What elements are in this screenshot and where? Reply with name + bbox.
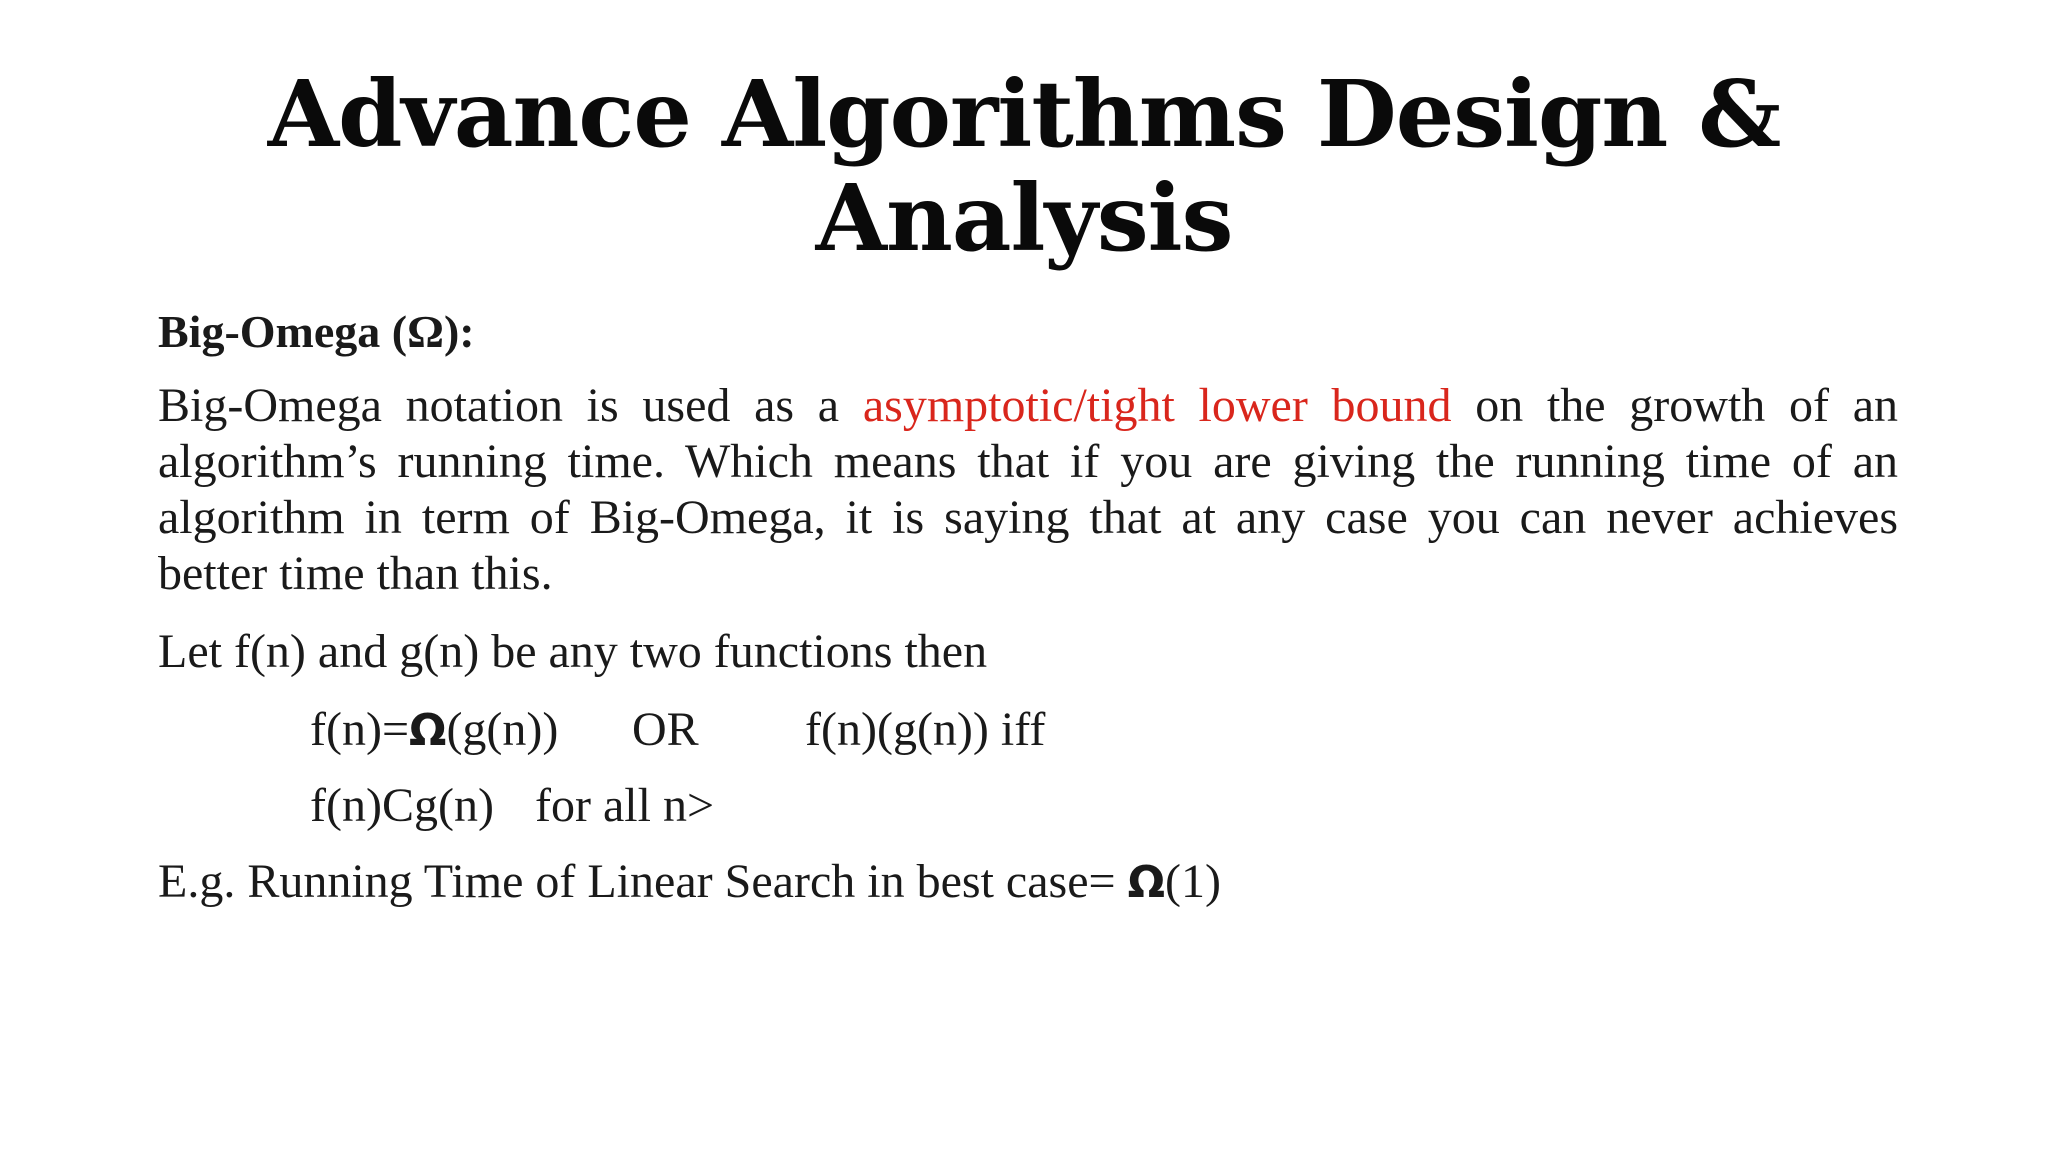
section-heading: Big-Omega (Ω): [158, 306, 475, 357]
definition-paragraph [158, 378, 1898, 602]
formula-condition: for all n> [535, 779, 715, 832]
functions-intro-line: Let f(n) and g(n) be any two functions then [158, 625, 988, 678]
example-line [158, 852, 1221, 913]
paragraph-text-end: on the growth of an algorithm’s running time. Which means that if you are giving the running time of an algorithm in term of Big-Omega, it is saying that at any case you can never achieves better time than this. [158, 379, 1899, 600]
formula-omega-definition [310, 700, 558, 761]
formula-alternate: f(n)(g(n)) iff [805, 703, 1046, 756]
omega-symbol: Ω [409, 705, 447, 756]
slide-title-line-2: Analysis [815, 164, 1233, 272]
slide-title [0, 62, 2048, 270]
highlighted-phrase: asymptotic/tight lower bound [862, 379, 1452, 432]
example-omega-symbol: Ω [1127, 857, 1165, 908]
formula-prefix: f(n)= [310, 703, 410, 756]
slide-title-line-1: Advance Algorithms Design & [267, 60, 1781, 168]
example-suffix: (1) [1164, 855, 1221, 908]
example-text: E.g. Running Time of Linear Search in best case= [158, 855, 1128, 908]
paragraph-text-start: Big-Omega notation is used as a [158, 379, 863, 432]
formula-suffix: (g(n)) [446, 703, 559, 756]
or-label: OR [632, 703, 699, 756]
formula-inequality: f(n)Cg(n) [310, 779, 494, 832]
